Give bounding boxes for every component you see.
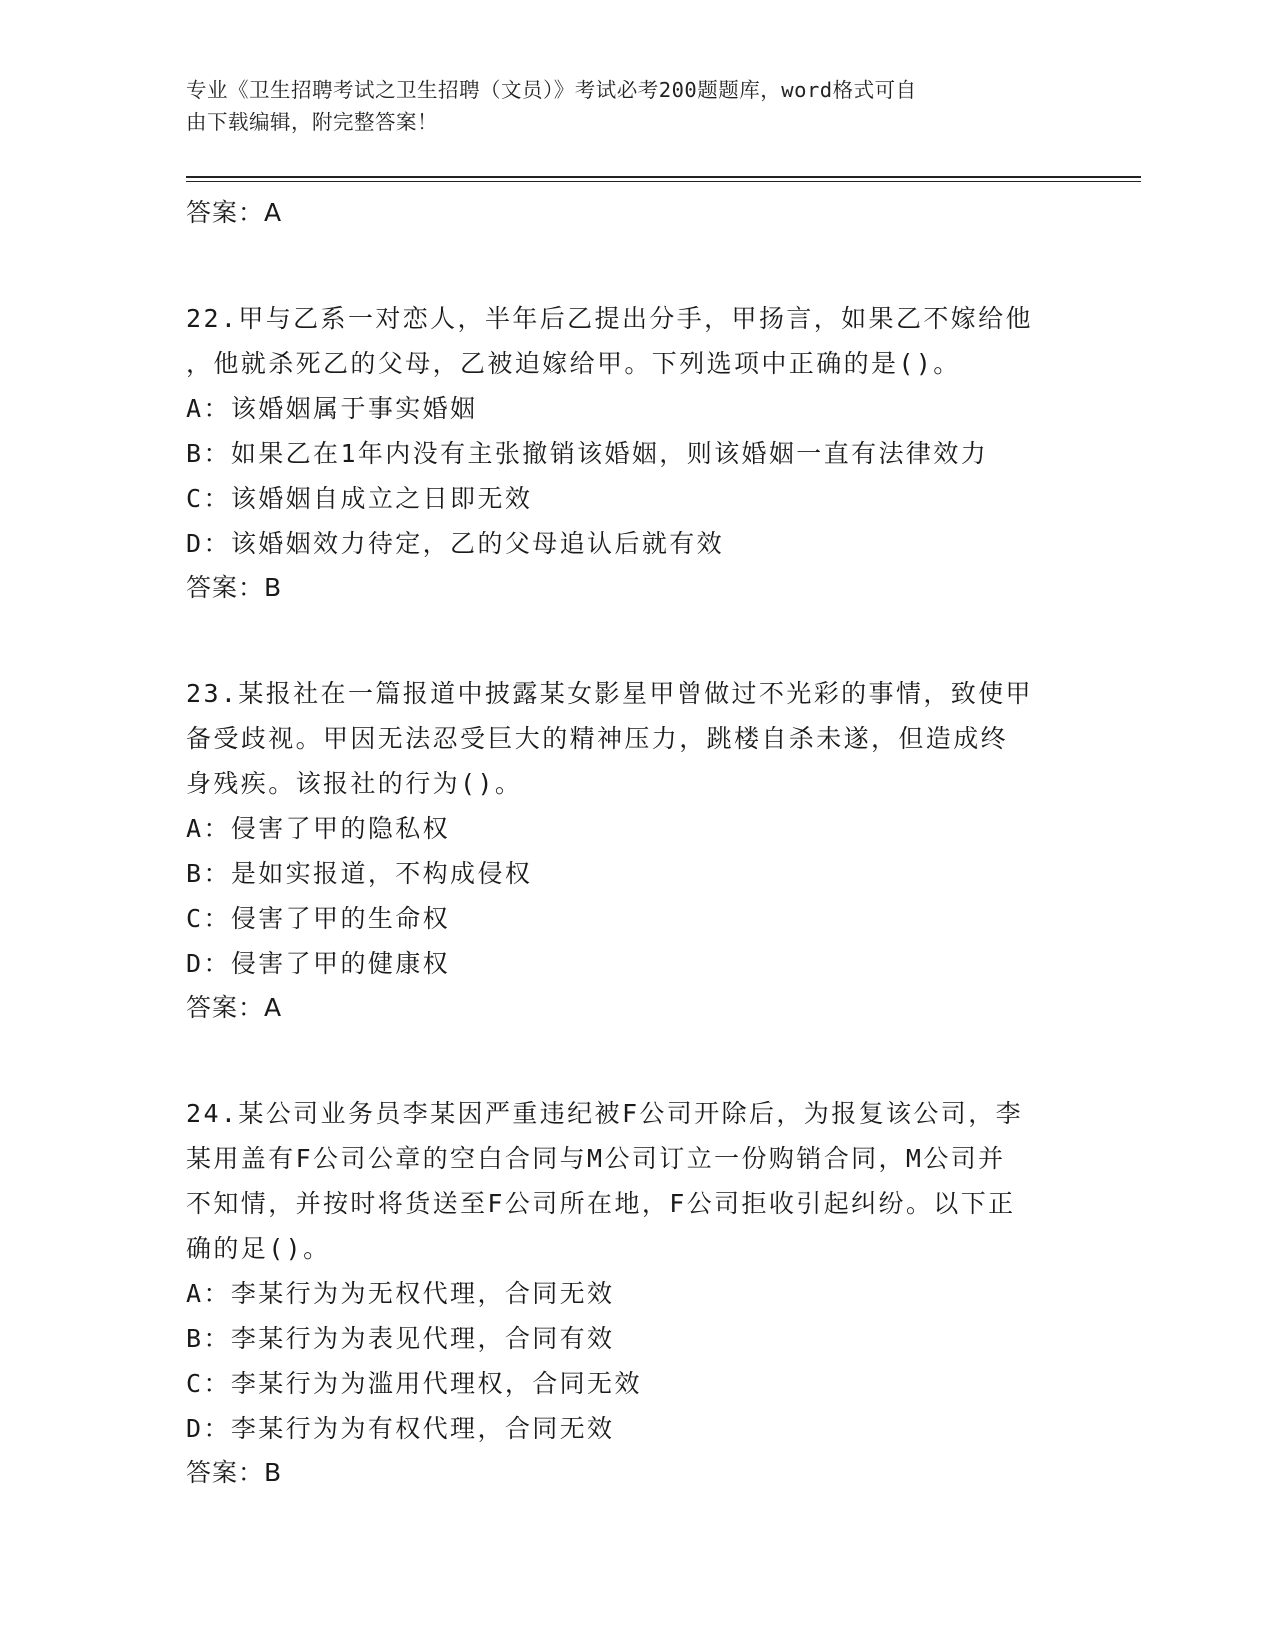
option-d: D：侵害了甲的健康权: [186, 949, 451, 978]
option-c: C：该婚姻自成立之日即无效: [186, 484, 533, 513]
question-stem: [186, 671, 1086, 806]
option-b: B：如果乙在1年内没有主张撤销该婚姻，则该婚姻一直有法律效力: [186, 439, 989, 468]
option-b: B：李某行为为表见代理，合同有效: [186, 1324, 615, 1353]
question-text-line: 24.某公司业务员李某因严重违纪被F公司开除后，为报复该公司，李: [186, 1099, 1024, 1128]
answer-line: 答案：B: [186, 1458, 283, 1487]
question-text-line: 确的足()。: [186, 1234, 331, 1263]
question-text-line: 23.某报社在一篇报道中披露某女影星甲曾做过不光彩的事情，致使甲: [186, 679, 1033, 708]
answer-line: 答案：B: [186, 573, 283, 602]
question-block-22: [186, 296, 1086, 610]
question-text-line: 不知情，并按时将货送至F公司所在地，F公司拒收引起纠纷。以下正: [186, 1189, 1016, 1218]
question-stem: [186, 1091, 1086, 1271]
question-text-line: 22.甲与乙系一对恋人，半年后乙提出分手，甲扬言，如果乙不嫁给他: [186, 304, 1033, 333]
answer-line: 答案：A: [186, 198, 283, 227]
question-text-line: 身残疾。该报社的行为()。: [186, 769, 523, 798]
header-divider-thick: [186, 176, 1141, 178]
option-c: C：李某行为为滥用代理权，合同无效: [186, 1369, 642, 1398]
option-d: D：李某行为为有权代理，合同无效: [186, 1414, 615, 1443]
option-c: C：侵害了甲的生命权: [186, 904, 451, 933]
header-divider-thin: [186, 181, 1141, 182]
question-block-23: [186, 671, 1086, 1030]
answer-line: 答案：A: [186, 993, 283, 1022]
question-text-line: 某用盖有F公司公章的空白合同与M公司订立一份购销合同，M公司并: [186, 1144, 1006, 1173]
option-d: D：该婚姻效力待定，乙的父母追认后就有效: [186, 529, 725, 558]
document-body: [186, 191, 1086, 1495]
question-text-line: 备受歧视。甲因无法忍受巨大的精神压力，跳楼自杀未遂，但造成终: [186, 724, 1009, 753]
header-line-1: 专业《卫生招聘考试之卫生招聘（文员）》考试必考200题题库，word格式可自: [186, 78, 917, 102]
option-a: A：侵害了甲的隐私权: [186, 814, 451, 843]
option-a: A：该婚姻属于事实婚姻: [186, 394, 478, 423]
header-line-2: 由下载编辑，附完整答案！: [186, 110, 438, 134]
document-header: [186, 74, 1086, 138]
question-text-line: ，他就杀死乙的父母，乙被迫嫁给甲。下列选项中正确的是()。: [186, 349, 961, 378]
question-block-24: [186, 1091, 1086, 1495]
option-b: B：是如实报道，不构成侵权: [186, 859, 533, 888]
option-a: A：李某行为为无权代理，合同无效: [186, 1279, 615, 1308]
question-stem: [186, 296, 1086, 386]
